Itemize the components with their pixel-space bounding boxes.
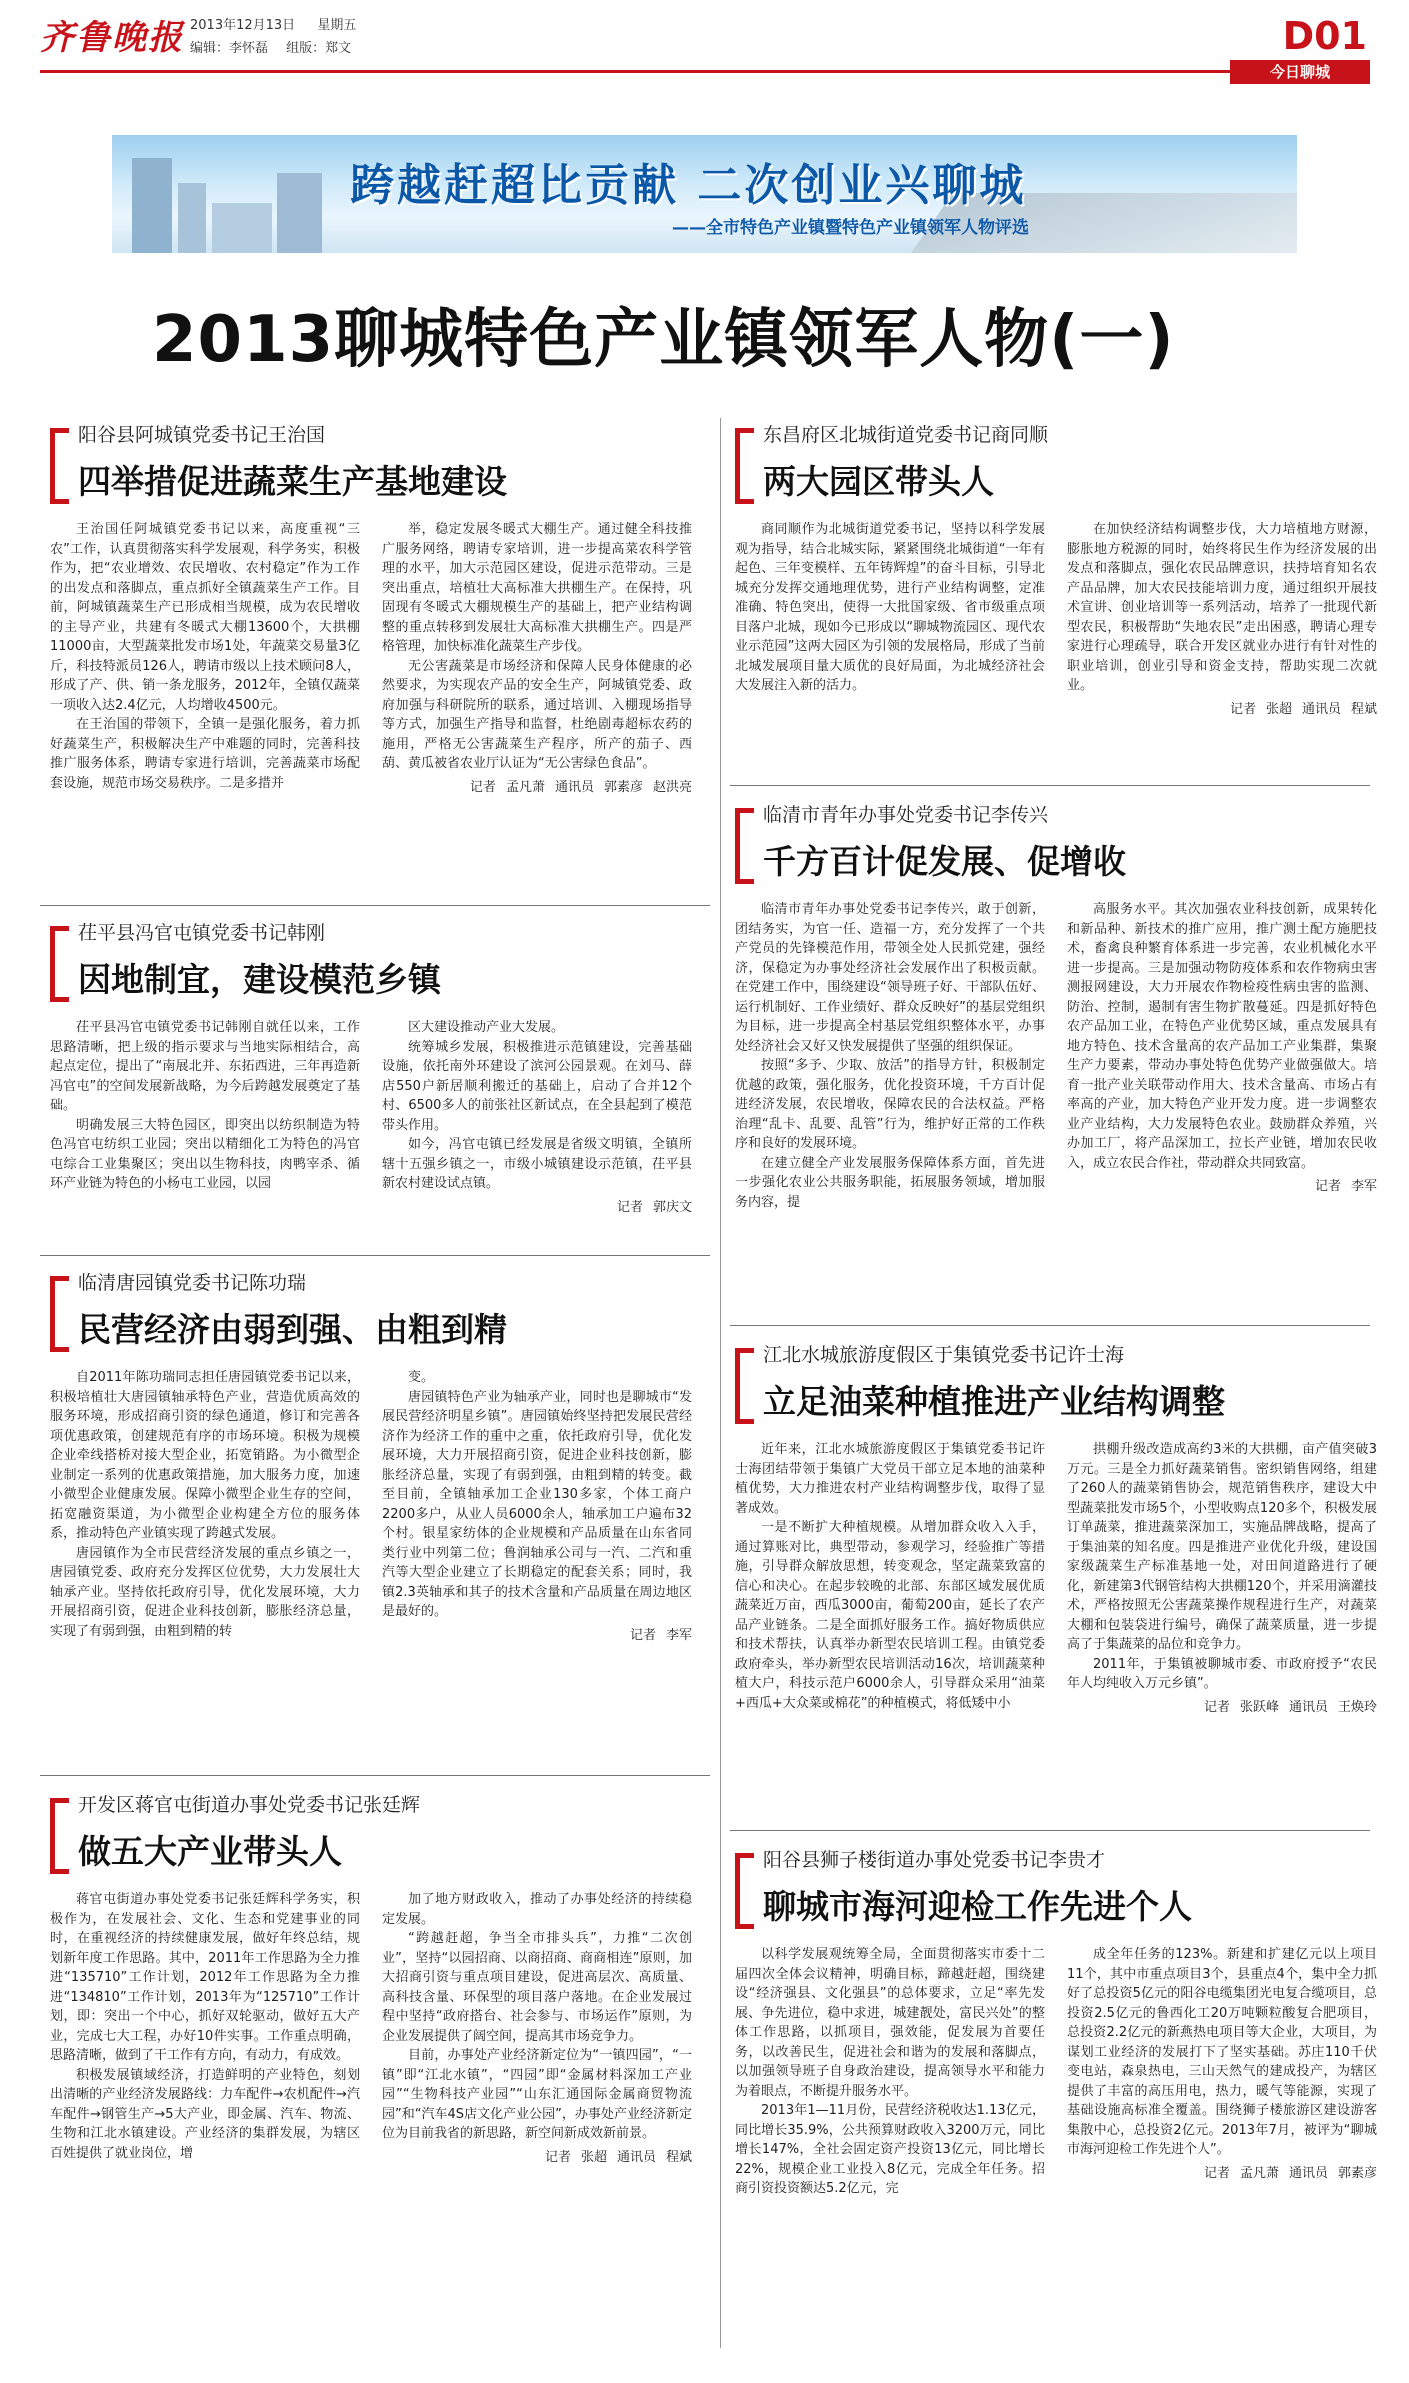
section-tag: 今日聊城 — [1230, 60, 1370, 84]
section-bar — [40, 60, 1370, 84]
article-headline: 做五大产业带头人 — [78, 1832, 342, 1871]
byline-part: 通讯员 — [616, 2149, 656, 2165]
headline-bracket — [735, 808, 754, 884]
body-column — [50, 1890, 360, 2350]
page-title: 2013聊城特色产业镇领军人物(一) — [152, 303, 1175, 377]
body-paragraph: 以科学发展观统筹全局，全面贯彻落实市委十二届四次全体会议精神，明确目标，蹄越赶超，围绕建设“经济强县、文化强县”的总体要求，立足“率先发展、争先进位，稳中求进，城建靓处，富民兴处”的整体工作思路，以抓项目，强效能，促发展为首要任务，以改善民生，促进社会和谐为的发展和落脚点，以加强领导班子自身政治建设，提高领导水平和能力为着眼点，不断提升服务水平。 — [735, 1947, 1045, 2099]
body-column — [382, 520, 692, 900]
body-paragraph: 在建立健全产业发展服务保障体系方面，首先进一步强化农业公共服务职能，拓展服务领域，增加服务内容，提 — [735, 1155, 1045, 1210]
body-paragraph: 如今，冯官屯镇已经发展是省级文明镇，全镇所辖十五强乡镇之一，市级小城镇建设示范镇，茌平县新农村建设试点镇。 — [382, 1137, 692, 1191]
newspaper-name: 齐鲁晚报 — [40, 18, 184, 58]
issue-date: 2013年12月13日 — [190, 18, 296, 33]
body-paragraph: 变。 — [408, 1370, 435, 1385]
article-li-guicai — [735, 1845, 1377, 2350]
byline-part: 通讯员 — [554, 779, 594, 795]
editor: 编辑：李怀磊 — [190, 41, 269, 56]
byline-part: 记者 — [469, 779, 496, 795]
body-paragraph: 按照“多予、少取、放活”的指导方针，积极制定优越的政策，强化服务，优化投资环境，千方百计促进经济发展，农民增收，保障农民的合法权益。严格治理“乱卡、乱要、乱管”行为，维护好正常的工作秩序和良好的发展环境。 — [735, 1058, 1045, 1151]
headline-bracket — [50, 1276, 69, 1352]
body-paragraph: 临清市青年办事处党委书记李传兴，敢于创新，团结务实，为官一任、造福一方，充分发挥了一个共产党员的先锋模范作用，带领全处人民抓党建，强经济，保稳定为办事处经济社会发展作出了积极贡献。在党建工作中，围绕建设“领导班子好、干部队伍好、运行机制好、工作业绩好、群众反映好”的基层党组织为目标，进一步提高全村基层党组织整体水平，办事处经济社会又好又快发展提供了坚强的组织保证。 — [735, 902, 1045, 1054]
article-headline: 两大园区带头人 — [763, 462, 994, 501]
article-kicker: 东昌府区北城街道党委书记商同顺 — [763, 424, 1049, 446]
skyline-building — [132, 158, 172, 253]
byline-part: 王焕玲 — [1337, 1699, 1377, 1715]
article-byline — [1067, 1177, 1377, 1197]
article-headline: 聊城市海河迎检工作先进个人 — [763, 1887, 1192, 1926]
headline-bracket — [50, 1798, 69, 1874]
issue-weekday: 星期五 — [317, 18, 357, 33]
article-body — [735, 900, 1377, 1320]
article-body — [50, 1368, 692, 1768]
byline-part: 记者 — [1229, 701, 1256, 717]
body-column — [382, 1890, 692, 2350]
headline-bracket — [735, 1348, 754, 1424]
body-paragraph: 高服务水平。其次加强农业科技创新，成果转化和新品种、新技术的推广应用，推广测土配方施肥技术，畜禽良种繁育体系进一步完善，农业机械化水平进一步提高。三是加强动物防疫体系和农作物病虫害测报网建设，大力开展农作物检疫性病虫害的监测、防治、控制，遏制有害生物扩散蔓延。四是抓好特色农产品加工业，在特色产业优势区域，重点发展具有地方特色、技术含量高的农产品加工产业集群，集聚生产力要素，带动办事处特色优势产业做强做大。培育一批产业关联带动作用大、技术含量高、市场占有率高的产业，加大特色产业开发力度。进一步调整农业产业结构，大力发展特色农业。鼓励群众养殖，兴办加工厂，将产品深加工，拉长产业链，增加农民收入，成立农民合作社，带动群众共同致富。 — [1067, 902, 1377, 1171]
article-xu-shihai — [735, 1340, 1377, 1825]
section-rule — [40, 70, 1370, 73]
article-kicker: 阳谷县狮子楼街道办事处党委书记李贵才 — [763, 1849, 1106, 1871]
body-paragraph: 在王治国的带领下，全镇一是强化服务，着力抓好蔬菜生产，积极解决生产中难题的同时，完善科技推广服务体系，聘请专家进行培训，完善蔬菜市场配套设施，规范市场交易秩序。二是多措并 — [50, 717, 360, 791]
byline-part: 张超 — [1265, 701, 1292, 717]
article-divider — [40, 905, 710, 906]
body-column — [735, 520, 1045, 780]
staff-line — [190, 37, 365, 56]
body-column — [735, 1440, 1045, 1825]
byline-part: 记者 — [629, 1627, 656, 1643]
body-column — [1067, 1440, 1377, 1825]
byline-part: 李军 — [1350, 1179, 1377, 1194]
body-paragraph: 商同顺作为北城街道党委书记，坚持以科学发展观为指导，结合北城实际，紧紧围绕北城街道“一年有起色、三年变模样、五年铸辉煌”的奋斗目标，引导北城充分发挥交通地理优势，进行产业结构调整，定准准确、特色突出，使得一大批国家级、省市级重点项目落户北城，现如今已形成以“聊城物流园区、现代农业示范园”这两大园区为引领的发展格局，形成了当前北城发展项目量大质优的良好局面，为北城经济社会大发展注入新的活力。 — [735, 522, 1045, 693]
byline-part: 记者 — [1203, 1699, 1230, 1715]
byline-part: 通讯员 — [1301, 701, 1341, 717]
article-headline: 千方百计促发展、促增收 — [763, 842, 1126, 881]
byline-part: 张超 — [580, 2149, 607, 2165]
article-divider — [730, 1830, 1370, 1831]
article-headline: 立足油菜种植推进产业结构调整 — [763, 1382, 1225, 1421]
byline-part: 通讯员 — [1288, 1699, 1328, 1715]
article-byline — [1067, 1698, 1377, 1718]
headline-bracket — [735, 1853, 754, 1929]
column-divider — [720, 418, 721, 2348]
body-paragraph: 唐园镇特色产业为轴承产业，同时也是聊城市“发展民营经济明星乡镇”。唐园镇始终坚持把发展民营经济作为经济工作的重中之重，依托政府引导，优化发展环境，大力开展招商引资，促进企业科技创新，膨胀经济总量，实现了有弱到强，由粗到精的转变。截至目前，全镇轴承加工企业130多家，个体工商户2200多户，从业人员6000余人，轴承加工户遍布32个村。银星家纺体的企业规模和产品质量在山东省同类行业中列第二位；鲁润轴承公司与一汽、二汽和重汽等大型企业建立了长期稳定的配套关系；同时，我镇2.3英轴承和其子的技术含量和产品质量在周边地区是最好的。 — [382, 1389, 692, 1619]
body-column — [1067, 520, 1377, 780]
campaign-banner — [112, 135, 1297, 253]
skyline-building — [178, 183, 206, 253]
article-body — [735, 1945, 1377, 2350]
body-paragraph: 区大建设推动产业大发展。 — [408, 1020, 565, 1035]
byline-part: 张跃峰 — [1239, 1699, 1279, 1715]
body-paragraph: 成全年任务的123%。新建和扩建亿元以上项目11个，其中市重点项目3个，县重点4个，集中全力抓好了总投资5亿元的阳谷电缆集团光电复合缆项目，总投资2.5亿元的鲁西化工20万吨颗粒酸复合肥项目，总投资2.2亿元的新燕热电项目等大企业，大项目，为谋划工业经济的发展打下了坚实基础。苏庄110千伏变电站，森泉热电，三山天然气的建成投产，为辖区提供了丰富的高压用电，热力，暖气等能源，实现了基础设施高标准全覆盖。围绕狮子楼旅游区建设游客集散中心，总投资2亿元。2013年7月，被评为“聊城市海河迎检工作先进个人”。 — [1067, 1947, 1377, 2157]
headline-bracket — [50, 428, 69, 504]
body-paragraph: 明确发展三大特色园区，即突出以纺织制造为特色冯官屯纺织工业园；突出以精细化工为特色的冯官屯综合工业集聚区；突出以生物科技，肉鸭宰杀、循环产业链为特色的小杨屯工业园，以园 — [50, 1117, 360, 1191]
article-byline — [382, 1626, 692, 1646]
article-han-gang — [50, 918, 710, 1253]
body-column — [1067, 900, 1377, 1320]
article-zhang-tinghui — [50, 1790, 710, 2350]
byline-part: 赵洪亮 — [652, 779, 692, 795]
body-paragraph: 自2011年陈功瑞同志担任唐园镇党委书记以来，积极培植壮大唐园镇轴承特色产业，营造优质高效的服务环境，形成招商引资的绿色通道，修订和完善各项优惠政策，创建规范有序的市场环境。积极为规模企业牵线搭桥对接大型企业，拓宽销路。为小微型企业制定一系列的优惠政策措施，加大服务力度，加速小微型企业健康发展。保障小微型企业生存的空间，拓宽融资渠道，为小微型企业构建全方位的服务体系，推动特色产业镇实现了跨越式发展。 — [50, 1370, 360, 1541]
article-kicker: 临清市青年办事处党委书记李传兴 — [763, 804, 1049, 826]
banner-headline: 跨越赶超比贡献 二次创业兴聊城 — [350, 160, 1027, 211]
byline-part: 程斌 — [665, 2149, 692, 2165]
article-byline — [1067, 700, 1377, 720]
body-paragraph: 在加快经济结构调整步伐，大力培植地方财源，膨胀地方税源的同时，始终将民生作为经济发展的出发点和落脚点，强化农民品牌意识，扶持培育知名农产品品牌，加大农民技能培训力度，通过组织开展技术宣讲、创业培训等一系列活动，培养了一批现代新型农民，积极帮助“失地农民”走出困惑，聘请心理专家进行心理疏导，联合开发区就业办进行有针对性的职业培训，创业引导和资金支持，帮助实现二次就业。 — [1067, 522, 1377, 693]
article-byline — [382, 778, 692, 798]
article-byline — [1067, 2164, 1377, 2184]
body-paragraph: 近年来，江北水城旅游度假区于集镇党委书记许士海团结带领于集镇广大党员干部立足本地的油菜种植优势，大力推进农村产业结构调整步伐，取得了显著成效。 — [735, 1442, 1045, 1516]
byline-part: 记者 — [1203, 2165, 1230, 2181]
article-wang-zhiguo — [50, 420, 710, 900]
body-paragraph: 王治国任阿城镇党委书记以来，高度重视“三农”工作，认真贯彻落实科学发展观，科学务实，积极作为，把“农业增效、农民增收、农村稳定”作为工作的出发点和落脚点，重点抓好全镇蔬菜生产工作。目前，阿城镇蔬菜生产已形成相当规模，成为农民增收的主导产业，共建有冬暖式大棚13600个，大拱棚11000亩，大型蔬菜批发市场1处，年蔬菜交易量3亿斤，科技特派员126人，聘请市级以上技术顾问8人，形成了产、供、销一条龙服务，2012年，全镇仅蔬菜一项收入达2.4亿元，人均增收4500元。 — [50, 522, 360, 713]
body-paragraph: 统筹城乡发展，积极推进示范镇建设，完善基础设施，依托南外环建设了滨河公园景观。在刘马、薛店550户新居顺利搬迁的基础上，启动了合并12个村、6500多人的前张社区新试点，在全县起到了模范带头作用。 — [382, 1039, 692, 1133]
body-paragraph: 蒋官屯街道办事处党委书记张廷辉科学务实，积极作为，在发展社会、文化、生态和党建事业的同时，在重视经济的持续健康发展，做好年终总结，规划新年度工作思路。其中，2011年工作思路为全力推进“135710”工作计划，2012年工作思路为全力推进“134810”工作计划，2013年为“125710”工作计划，即：突出一个中心，抓好双轮驱动，做好五大产业，完成七大工程，办好10件实事。工作重点明确，思路清晰，做到了干工作有方向，有动力，有成效。 — [50, 1892, 360, 2063]
byline-part: 郭素彦 — [603, 779, 643, 795]
body-paragraph: 拱棚升级改造成高约3米的大拱棚，亩产值突破3万元。三是全力抓好蔬菜销售。密织销售网络，组建了260人的蔬菜销售协会，规范销售秩序，建设大中型蔬菜批发市场5个，小型收购点120多个，积极发展订单蔬菜，推进蔬菜深加工，实施品牌战略，提高了于集油菜的知名度。四是推进产业优化升级，建设国家级蔬菜生产标准基地一处，对田间道路进行了硬化，新建第3代钢管结构大拱棚120个，并采用滴灌技术，严格按照无公害蔬菜操作规程进行生产，对蔬菜大棚和包装袋进行编号，确保了蔬菜质量，进一步提高了于集蔬菜的品位和竞争力。 — [1067, 1442, 1377, 1652]
article-li-chuanxing — [735, 800, 1377, 1320]
body-column — [50, 1018, 360, 1253]
skyline-building — [277, 173, 322, 253]
body-paragraph: 唐园镇作为全市民营经济发展的重点乡镇之一，唐园镇党委、政府充分发挥区位优势，大力发展壮大轴承产业。坚持依托政府引导，优化发展环境，大力开展招商引资，促进企业科技创新，膨胀经济总量，实现了有弱到强，由粗到精的转 — [50, 1545, 360, 1639]
skyline-building — [212, 203, 272, 253]
byline-part: 记者 — [1314, 1179, 1341, 1194]
byline-part: 郭素彦 — [1337, 2165, 1377, 2181]
body-paragraph: 积极发展镇域经济，打造鲜明的产业特色，刻划出清晰的产业经济发展路线：力车配件→农机配件→汽车配件→钢管生产→5大产业，即金属、汽车、物流、生物和江北水镇建设。产业经济的集群发展，为辖区百姓提供了就业岗位，增 — [50, 2067, 360, 2161]
body-paragraph: “跨越赶超，争当全市排头兵”，力推“二次创业”，坚持“以园招商、以商招商、商商相连”原则，加大招商引资与重点项目建设，促进高层次、高质量、高科技含量、环保型的项目落户落地。在企业发展过程中坚持“政府搭台、社会参与、市场运作”原则，为企业发展提供了阔空间，提高其市场竞争力。 — [382, 1931, 692, 2044]
byline-part: 孟凡萧 — [1239, 2165, 1279, 2181]
article-headline: 民营经济由弱到强、由粗到精 — [78, 1310, 507, 1349]
dateline — [190, 14, 374, 33]
headline-bracket — [735, 428, 754, 504]
article-kicker: 江北水城旅游度假区于集镇党委书记许士海 — [763, 1344, 1125, 1366]
body-paragraph: 举，稳定发展冬暖式大棚生产。通过健全科技推广服务网络，聘请专家培训，进一步提高菜农科学管理的水平，加大示范园区建设，促进示范带动。三是突出重点，培植壮大高标准大拱棚生产。在保持，巩固现有冬暖式大棚规模生产的基础上，把产业结构调整的重点转移到发展壮大高标准大拱棚生产。四是严格管理，加快标准化蔬菜生产步伐。 — [382, 522, 692, 654]
article-kicker: 阳谷县阿城镇党委书记王治国 — [78, 424, 326, 446]
article-body — [50, 1890, 692, 2350]
body-paragraph: 一是不断扩大种植规模。从增加群众收入入手，通过算账对比，典型带动，参观学习，经验推广等措施，引导群众解放思想，转变观念，坚定蔬菜致富的信心和决心。在起步较晚的北部、东部区域发展优质蔬菜近万亩，西瓜3000亩，葡萄200亩，延长了农产品产业链条。二是全面抓好服务工作。搞好物质供应和技术帮扶，认真举办新型农民培训工程。由镇党委政府牵头，举办新型农民培训活动16次，培训蔬菜种植大户，科技示范户6000余人，引导群众采用“油菜+西瓜+大众菜或棉花”的种植模式，将低矮中小 — [735, 1520, 1045, 1711]
banner-subline: ——全市特色产业镇暨特色产业镇领军人物评选 — [672, 218, 1029, 238]
article-divider — [40, 1775, 710, 1776]
article-kicker: 开发区蒋官屯街道办事处党委书记张廷辉 — [78, 1794, 421, 1816]
body-column — [735, 900, 1045, 1320]
body-column — [50, 1368, 360, 1768]
byline-part: 孟凡萧 — [505, 779, 545, 795]
byline-part: 李军 — [665, 1627, 692, 1643]
body-paragraph: 2011年，于集镇被聊城市委、市政府授予“农民年人均纯收入万元乡镇”。 — [1067, 1656, 1377, 1691]
article-shang-tongshun — [735, 420, 1377, 780]
article-byline — [382, 1198, 692, 1218]
article-headline: 四举措促进蔬菜生产基地建设 — [78, 462, 507, 501]
body-column — [382, 1018, 692, 1253]
article-chen-gongrui — [50, 1268, 710, 1768]
body-paragraph: 目前，办事处产业经济新定位为“一镇四园”，“一镇”即“江北水镇”，“四园”即“金属材料深加工产业园”“生物科技产业园”“山东汇通国际金属商贸物流园”和“汽车4S店文化产业公园”，办事处产业经济新定位为目前我省的新思路，新空间新成效新前景。 — [382, 2048, 692, 2141]
article-body — [50, 520, 692, 900]
article-divider — [40, 1255, 710, 1256]
body-column — [50, 520, 360, 900]
page-number: D01 — [1282, 14, 1367, 58]
byline-part: 郭庆文 — [652, 1199, 692, 1215]
article-body — [735, 1440, 1377, 1825]
article-headline: 因地制宜，建设模范乡镇 — [78, 960, 441, 999]
body-column — [1067, 1945, 1377, 2350]
layout-editor: 组版：郑文 — [286, 41, 352, 56]
byline-part: 记者 — [616, 1199, 643, 1215]
body-paragraph: 无公害蔬菜是市场经济和保障人民身体健康的必然要求，为实现农产品的安全生产，阿城镇党委、政府加强与科研院所的联系，通过培训、入棚现场指导等方式，加强生产指导和监督，杜绝剧毒超标农药的施用，严格无公害蔬菜生产程序，所产的茄子、西葫、黄瓜被省农业厅认证为“无公害绿色食品”。 — [382, 658, 692, 771]
byline-part: 记者 — [544, 2149, 571, 2165]
article-kicker: 茌平县冯官屯镇党委书记韩刚 — [78, 922, 326, 944]
headline-bracket — [50, 926, 69, 1002]
article-kicker: 临清唐园镇党委书记陈功瑞 — [78, 1272, 307, 1294]
byline-part: 程斌 — [1350, 701, 1377, 717]
body-paragraph: 茌平县冯官屯镇党委书记韩刚自就任以来，工作思路清晰，把上级的指示要求与当地实际相结合，高起点定位，提出了“南展北并、东拓西进，三年再造新冯官屯”的空间发展新战略，为今后跨越发展奠定了基础。 — [50, 1020, 360, 1113]
byline-part: 通讯员 — [1288, 2165, 1328, 2181]
body-paragraph: 加了地方财政收入，推动了办事处经济的持续稳定发展。 — [382, 1892, 692, 1927]
article-divider — [730, 785, 1370, 786]
article-divider — [730, 1325, 1370, 1326]
article-byline — [382, 2148, 692, 2168]
body-paragraph: 2013年1—11月份，民营经济税收达1.13亿元，同比增长35.9%，公共预算财政收入3200万元，同比增长147%，全社会固定资产投资13亿元，同比增长22%，规模企业工业投入8亿元，完成全年任务。招商引资投资额达5.2亿元，完 — [735, 2103, 1045, 2196]
article-body — [735, 520, 1377, 780]
body-column — [382, 1368, 692, 1768]
article-body — [50, 1018, 692, 1253]
body-column — [735, 1945, 1045, 2350]
